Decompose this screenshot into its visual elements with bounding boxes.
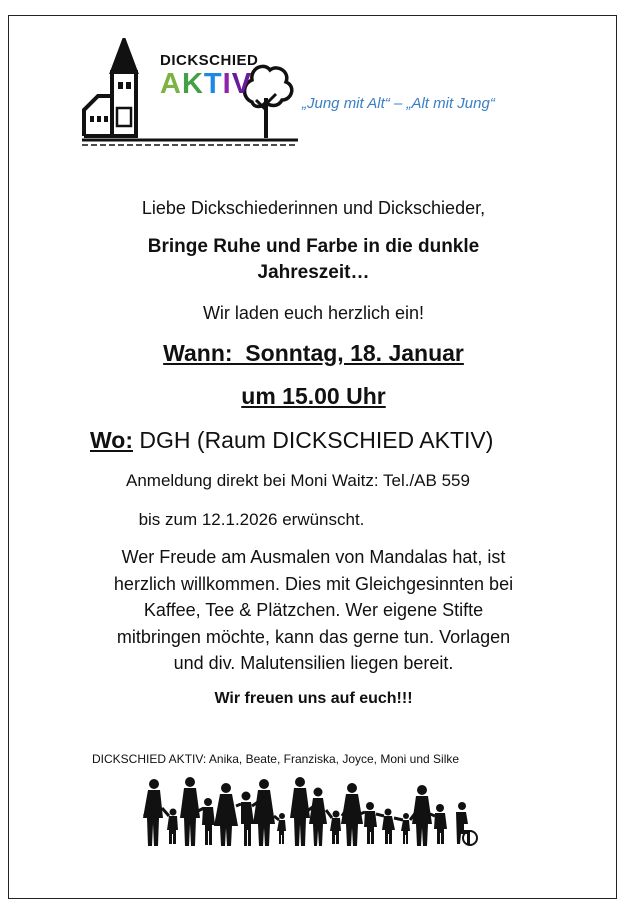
logo-aktiv-wordmark	[160, 68, 252, 101]
location-label: Wo:	[90, 427, 134, 453]
logo-aktiv-letter: A	[160, 68, 182, 100]
dickschied-aktiv-logo	[78, 38, 300, 148]
description-line: Kaffee, Tee & Plätzchen. Wer eigene Stifte	[143, 600, 484, 620]
event-date	[0, 340, 627, 367]
event-time-text: um 15.00 Uhr	[241, 383, 386, 409]
description-line: herzlich willkommen. Dies mit Gleichgesinnten bei	[113, 573, 514, 594]
event-date-text: Wann: Sonntag, 18. Januar	[163, 340, 464, 366]
logo-aktiv-letter: V	[231, 68, 253, 100]
team-names: DICKSCHIED AKTIV: Anika, Beate, Franziska, Joyce, Moni und Silke	[92, 752, 460, 766]
headline	[0, 234, 627, 286]
description	[0, 544, 627, 677]
logo-aktiv-letter: T	[203, 68, 223, 100]
location-value: DGH (Raum DICKSCHIED AKTIV)	[133, 427, 494, 453]
description-line: und div. Malutensilien liegen bereit.	[173, 653, 454, 673]
logo-title: DICKSCHIED	[160, 52, 259, 69]
logo-aktiv-letter: I	[222, 68, 232, 100]
registration-deadline: bis zum 12.1.2026 erwünscht.	[138, 510, 365, 529]
logo-aktiv-letter: K	[181, 68, 204, 100]
people-silhouettes-icon	[140, 776, 485, 848]
invitation: Wir laden euch herzlich ein!	[202, 303, 425, 323]
event-location	[90, 427, 493, 454]
headline-line: Bringe Ruhe und Farbe in die dunkle	[147, 236, 480, 257]
slogan: „Jung mit Alt“ – „Alt mit Jung“	[302, 95, 495, 112]
description-line: Wer Freude am Ausmalen von Mandalas hat, ist	[121, 547, 506, 567]
closing-line: Wir freuen uns auf euch!!!	[214, 690, 413, 707]
registration-info: Anmeldung direkt bei Moni Waitz: Tel./AB 559	[126, 471, 470, 490]
event-time	[0, 383, 627, 410]
headline-line: Jahreszeit…	[257, 262, 370, 283]
description-line: mitbringen möchte, kann das gerne tun. Vorlagen	[116, 626, 511, 647]
greeting: Liebe Dickschiederinnen und Dickschieder,	[141, 198, 486, 218]
